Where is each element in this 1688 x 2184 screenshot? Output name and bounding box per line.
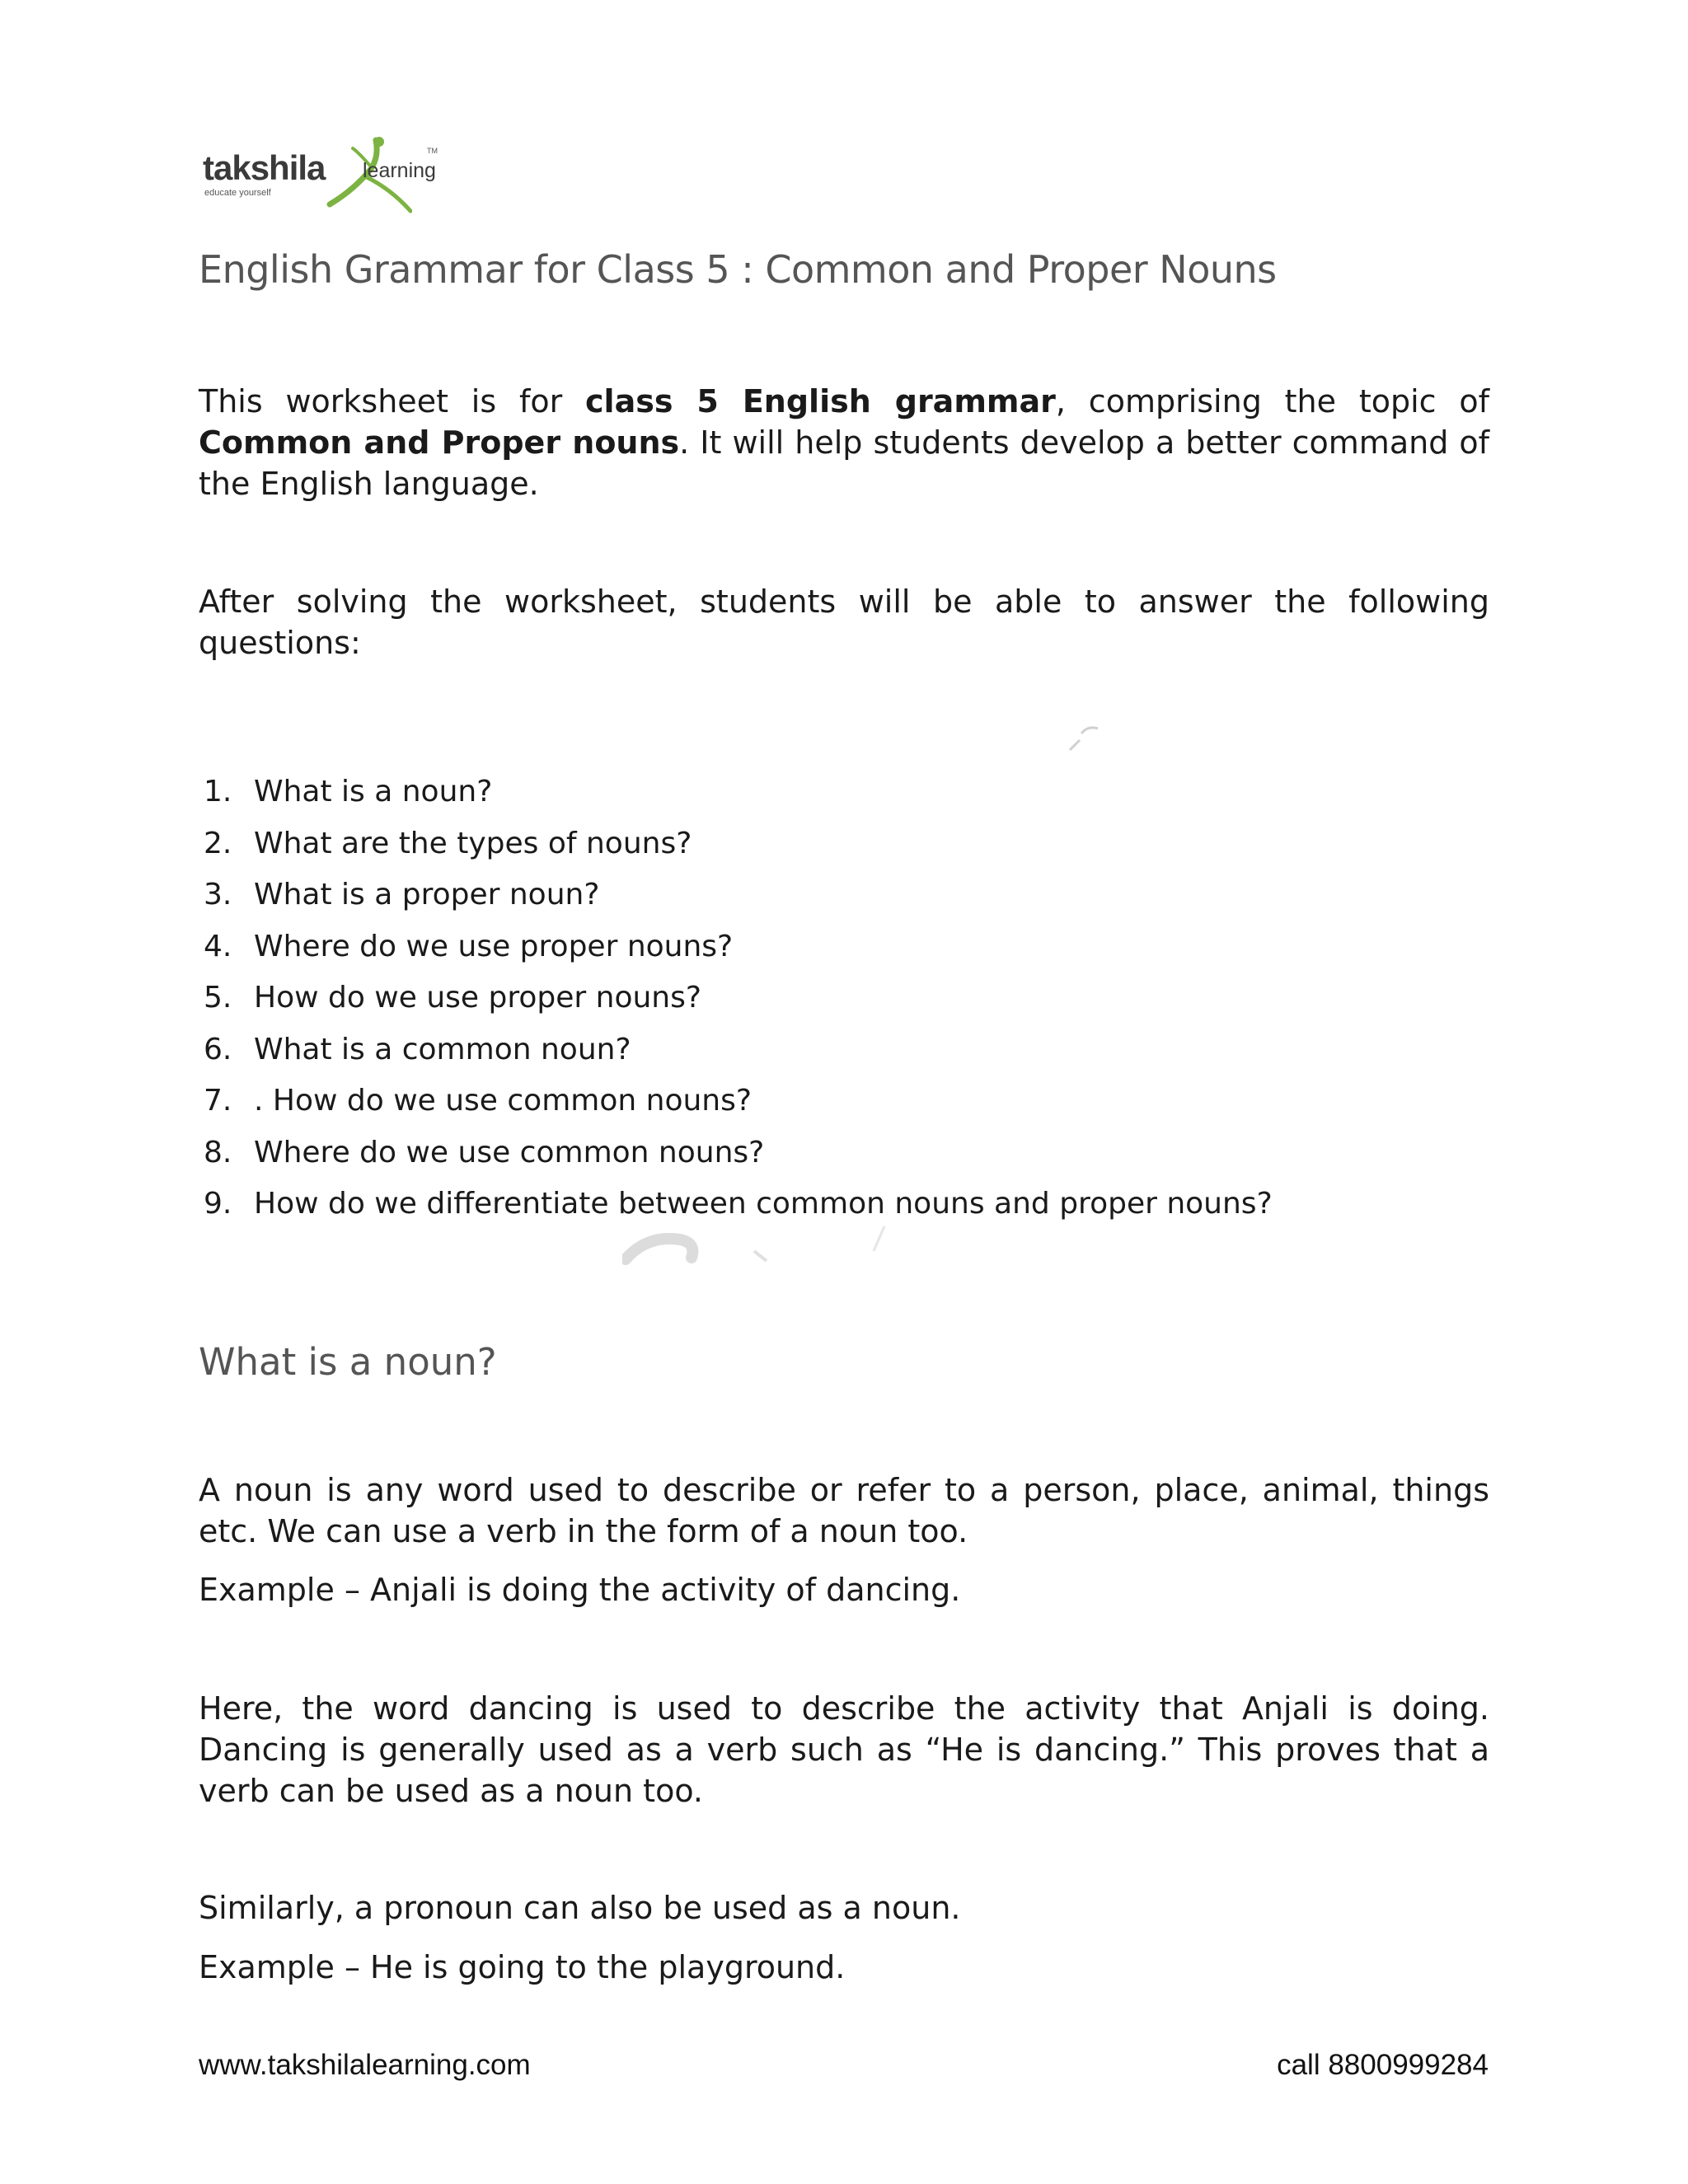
list-item-text: How do we use proper nouns? (254, 981, 701, 1015)
logo-trademark: TM (427, 147, 438, 155)
list-item (199, 1080, 1517, 1132)
list-item-number: 9. (204, 1187, 232, 1221)
verb-as-noun-paragraph: Here, the word dancing is used to describe the activity that Anjali is doing. Dancing is generally used as a verb such as “He is dancing.” This proves that a verb can be used as a noun too. (199, 1690, 1489, 1809)
list-item-number: 6. (204, 1032, 232, 1066)
outcome-paragraph: After solving the worksheet, students will be able to answer the following questions: (199, 583, 1489, 661)
section-heading-noun: What is a noun? (199, 1340, 497, 1384)
intro-paragraph (199, 381, 1489, 504)
list-item (199, 1132, 1517, 1184)
takshila-logo (198, 132, 445, 214)
intro-bold-nouns: Common and Proper nouns (199, 424, 680, 461)
noun-definition-paragraph: A noun is any word used to describe or refer to a person, place, animal, things etc. We can use a verb in the form of a noun too. (199, 1472, 1489, 1549)
list-item (199, 1029, 1517, 1081)
list-item-text: How do we differentiate between common nouns and proper nouns? (254, 1187, 1273, 1221)
list-item-text: . How do we use common nouns? (254, 1084, 752, 1118)
footer-website-link[interactable]: www.takshilalearning.com (199, 2049, 531, 2081)
intro-bold-topic: class 5 English grammar (585, 383, 1056, 419)
list-item-text: What is a proper noun? (254, 878, 600, 912)
list-item-number: 8. (204, 1135, 232, 1169)
pronoun-paragraph: Similarly, a pronoun can also be used as a noun. (199, 1890, 961, 1926)
list-item-number: 5. (204, 981, 232, 1015)
page-title: English Grammar for Class 5 : Common and Proper Nouns (199, 247, 1277, 292)
questions-list (199, 771, 1517, 1235)
list-item-number: 1. (204, 775, 232, 808)
list-item-text: What are the types of nouns? (254, 826, 692, 860)
scan-smudge-icon (1063, 717, 1113, 758)
list-item-text: Where do we use common nouns? (254, 1135, 765, 1169)
list-item (199, 977, 1517, 1029)
footer-phone: call 8800999284 (1277, 2049, 1489, 2081)
noun-example-1: Example – Anjali is doing the activity of dancing. (199, 1572, 961, 1608)
list-item-number: 2. (204, 826, 232, 860)
logo-tagline: educate yourself (204, 188, 271, 198)
list-item-number: 7. (204, 1084, 232, 1118)
intro-text-3: . It will help students develop a better command of the English language. (199, 424, 1490, 502)
intro-text-1: This worksheet is for (199, 383, 586, 419)
list-item-number: 3. (204, 878, 232, 912)
list-item (199, 823, 1517, 875)
logo-brand-suffix: learning (363, 159, 436, 182)
list-item-text: Where do we use proper nouns? (254, 929, 734, 963)
list-item (199, 926, 1517, 978)
noun-example-2: Example – He is going to the playground. (199, 1949, 846, 1985)
list-item (199, 771, 1517, 823)
list-item (199, 874, 1517, 926)
list-item-text: What is a noun? (254, 775, 493, 808)
scan-watermark-icon (622, 1218, 894, 1268)
list-item-number: 4. (204, 929, 232, 963)
logo-brand-text: takshila (203, 148, 326, 187)
intro-text-2: , comprising the topic of (1055, 383, 1489, 419)
list-item-text: What is a common noun? (254, 1032, 631, 1066)
